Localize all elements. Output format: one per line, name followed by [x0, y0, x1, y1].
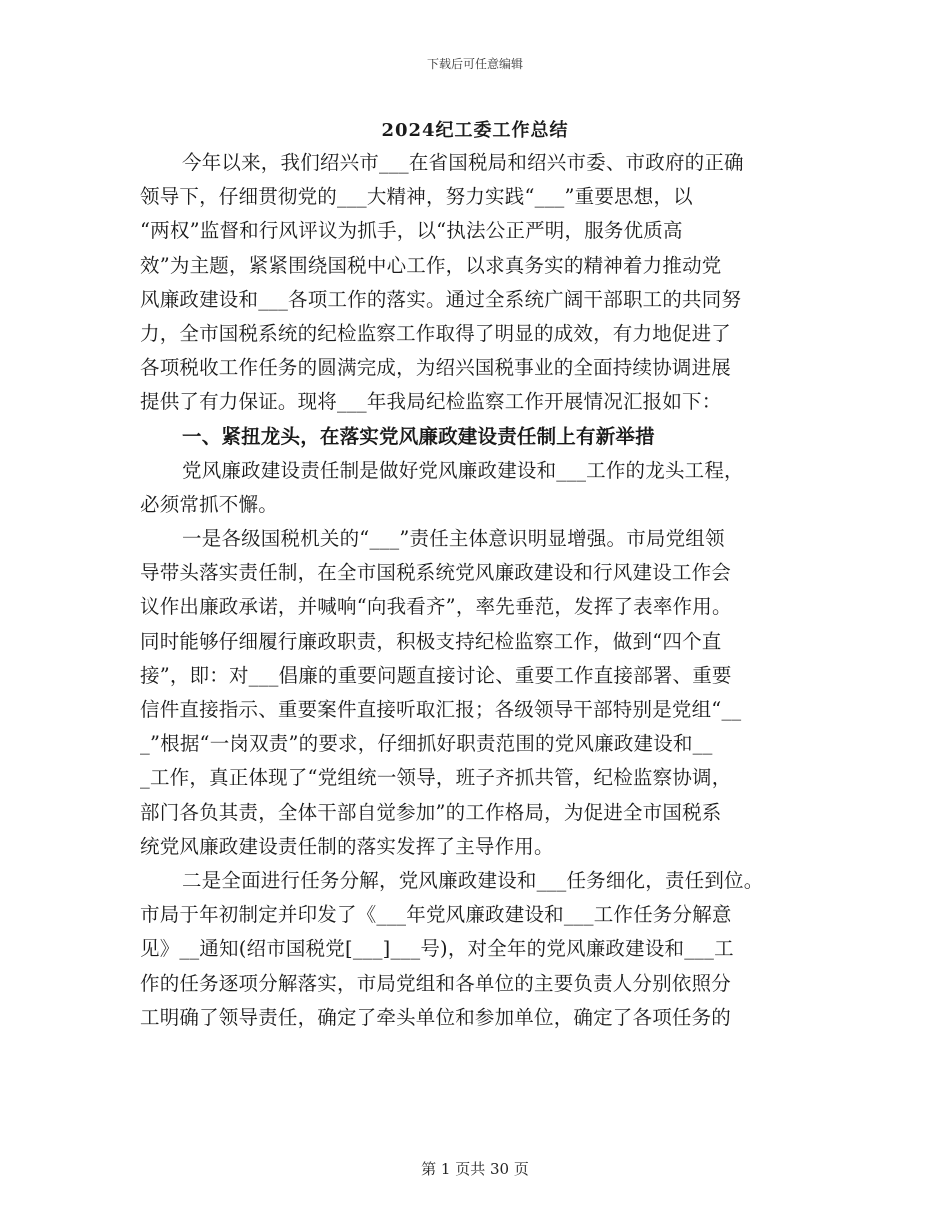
text-line: _工作，真正体现了“党组统一领导，班子齐抓共管，纪检监察协调，: [140, 766, 732, 790]
text-line: 见》__通知(绍市国税党[___]___号)，对全年的党风廉政建设和___工: [140, 937, 734, 961]
text-line: 今年以来，我们绍兴市___在省国税局和绍兴市委、市政府的正确: [182, 151, 744, 174]
text-line: 提供了有力保证。现将___年我局纪检监察工作开展情况汇报如下：: [140, 390, 722, 414]
text-line: 作的任务逐项分解落实，市局党组和各单位的主要负责人分别依照分: [140, 971, 732, 995]
text-line: 各项税收工作任务的圆满完成，为绍兴国税事业的全面持续协调进展: [140, 356, 732, 380]
paragraph: [140, 146, 820, 420]
text-line: 必须常抓不懈。: [140, 492, 278, 516]
text-line: _”根据“一岗双责”的要求，仔细抓好职责范围的党风廉政建设和__: [140, 732, 713, 756]
text-line: 二是全面进行任务分解，党风廉政建设和___任务细化，责任到位。: [182, 868, 764, 892]
text-line: “两权”监督和行风评议为抓手，以“执法公正严明，服务优质高: [140, 219, 683, 243]
paragraph: [140, 522, 820, 864]
text-line: 一是各级国税机关的“___”责任主体意识明显增强。市局党组领: [182, 527, 725, 551]
heading-line: 一、紧扭龙头，在落实党风廉政建设责任制上有新举措: [182, 424, 655, 448]
document-body: [140, 146, 820, 1035]
text-line: 工明确了领导责任，确定了牵头单位和参加单位，确定了各项任务的: [140, 1005, 732, 1029]
text-line: 导带头落实责任制，在全市国税系统党风廉政建设和行风建设工作会: [140, 561, 732, 585]
text-line: 接”，即：对___倡廉的重要问题直接讨论、重要工作直接部署、重要: [140, 663, 732, 687]
text-line: 部门各负其责，全体干部自觉参加”的工作格局，为促进全市国税系: [140, 800, 722, 824]
text-line: 议作出廉政承诺，并喊响“向我看齐”，率先垂范，发挥了表率作用。: [140, 595, 732, 619]
text-line: 市局于年初制定并印发了《___年党风廉政建设和___工作任务分解意: [140, 903, 732, 927]
text-line: 信件直接指示、重要案件直接听取汇报；各级领导干部特别是党组“__: [140, 698, 742, 721]
section-heading: [140, 420, 820, 454]
text-line: 领导下，仔细贯彻党的___大精神，努力实践“___”重要思想，以: [140, 185, 693, 209]
page-number: 第 1 页共 30 页: [421, 1160, 529, 1178]
text-line: 风廉政建设和___各项工作的落实。通过全系统广阔干部职工的共同努: [140, 287, 742, 311]
text-line: 力，全市国税系统的纪检监察工作取得了明显的成效，有力地促进了: [140, 321, 732, 345]
text-line: 党风廉政建设责任制是做好党风廉政建设和___工作的龙头工程，: [182, 458, 744, 482]
text-line: 统党风廉政建设责任制的落实发挥了主导作用。: [140, 834, 554, 858]
paragraph: [140, 454, 820, 522]
header-note: 下载后可任意编辑: [426, 57, 523, 71]
document-title: 2024纪工委工作总结: [381, 120, 569, 141]
text-line: 同时能够仔细履行廉政职责，积极支持纪检监察工作，做到“四个直: [140, 629, 722, 653]
paragraph: [140, 864, 820, 1035]
text-line: 效”为主题，紧紧围绕国税中心工作，以求真务实的精神着力推动党: [140, 253, 722, 277]
